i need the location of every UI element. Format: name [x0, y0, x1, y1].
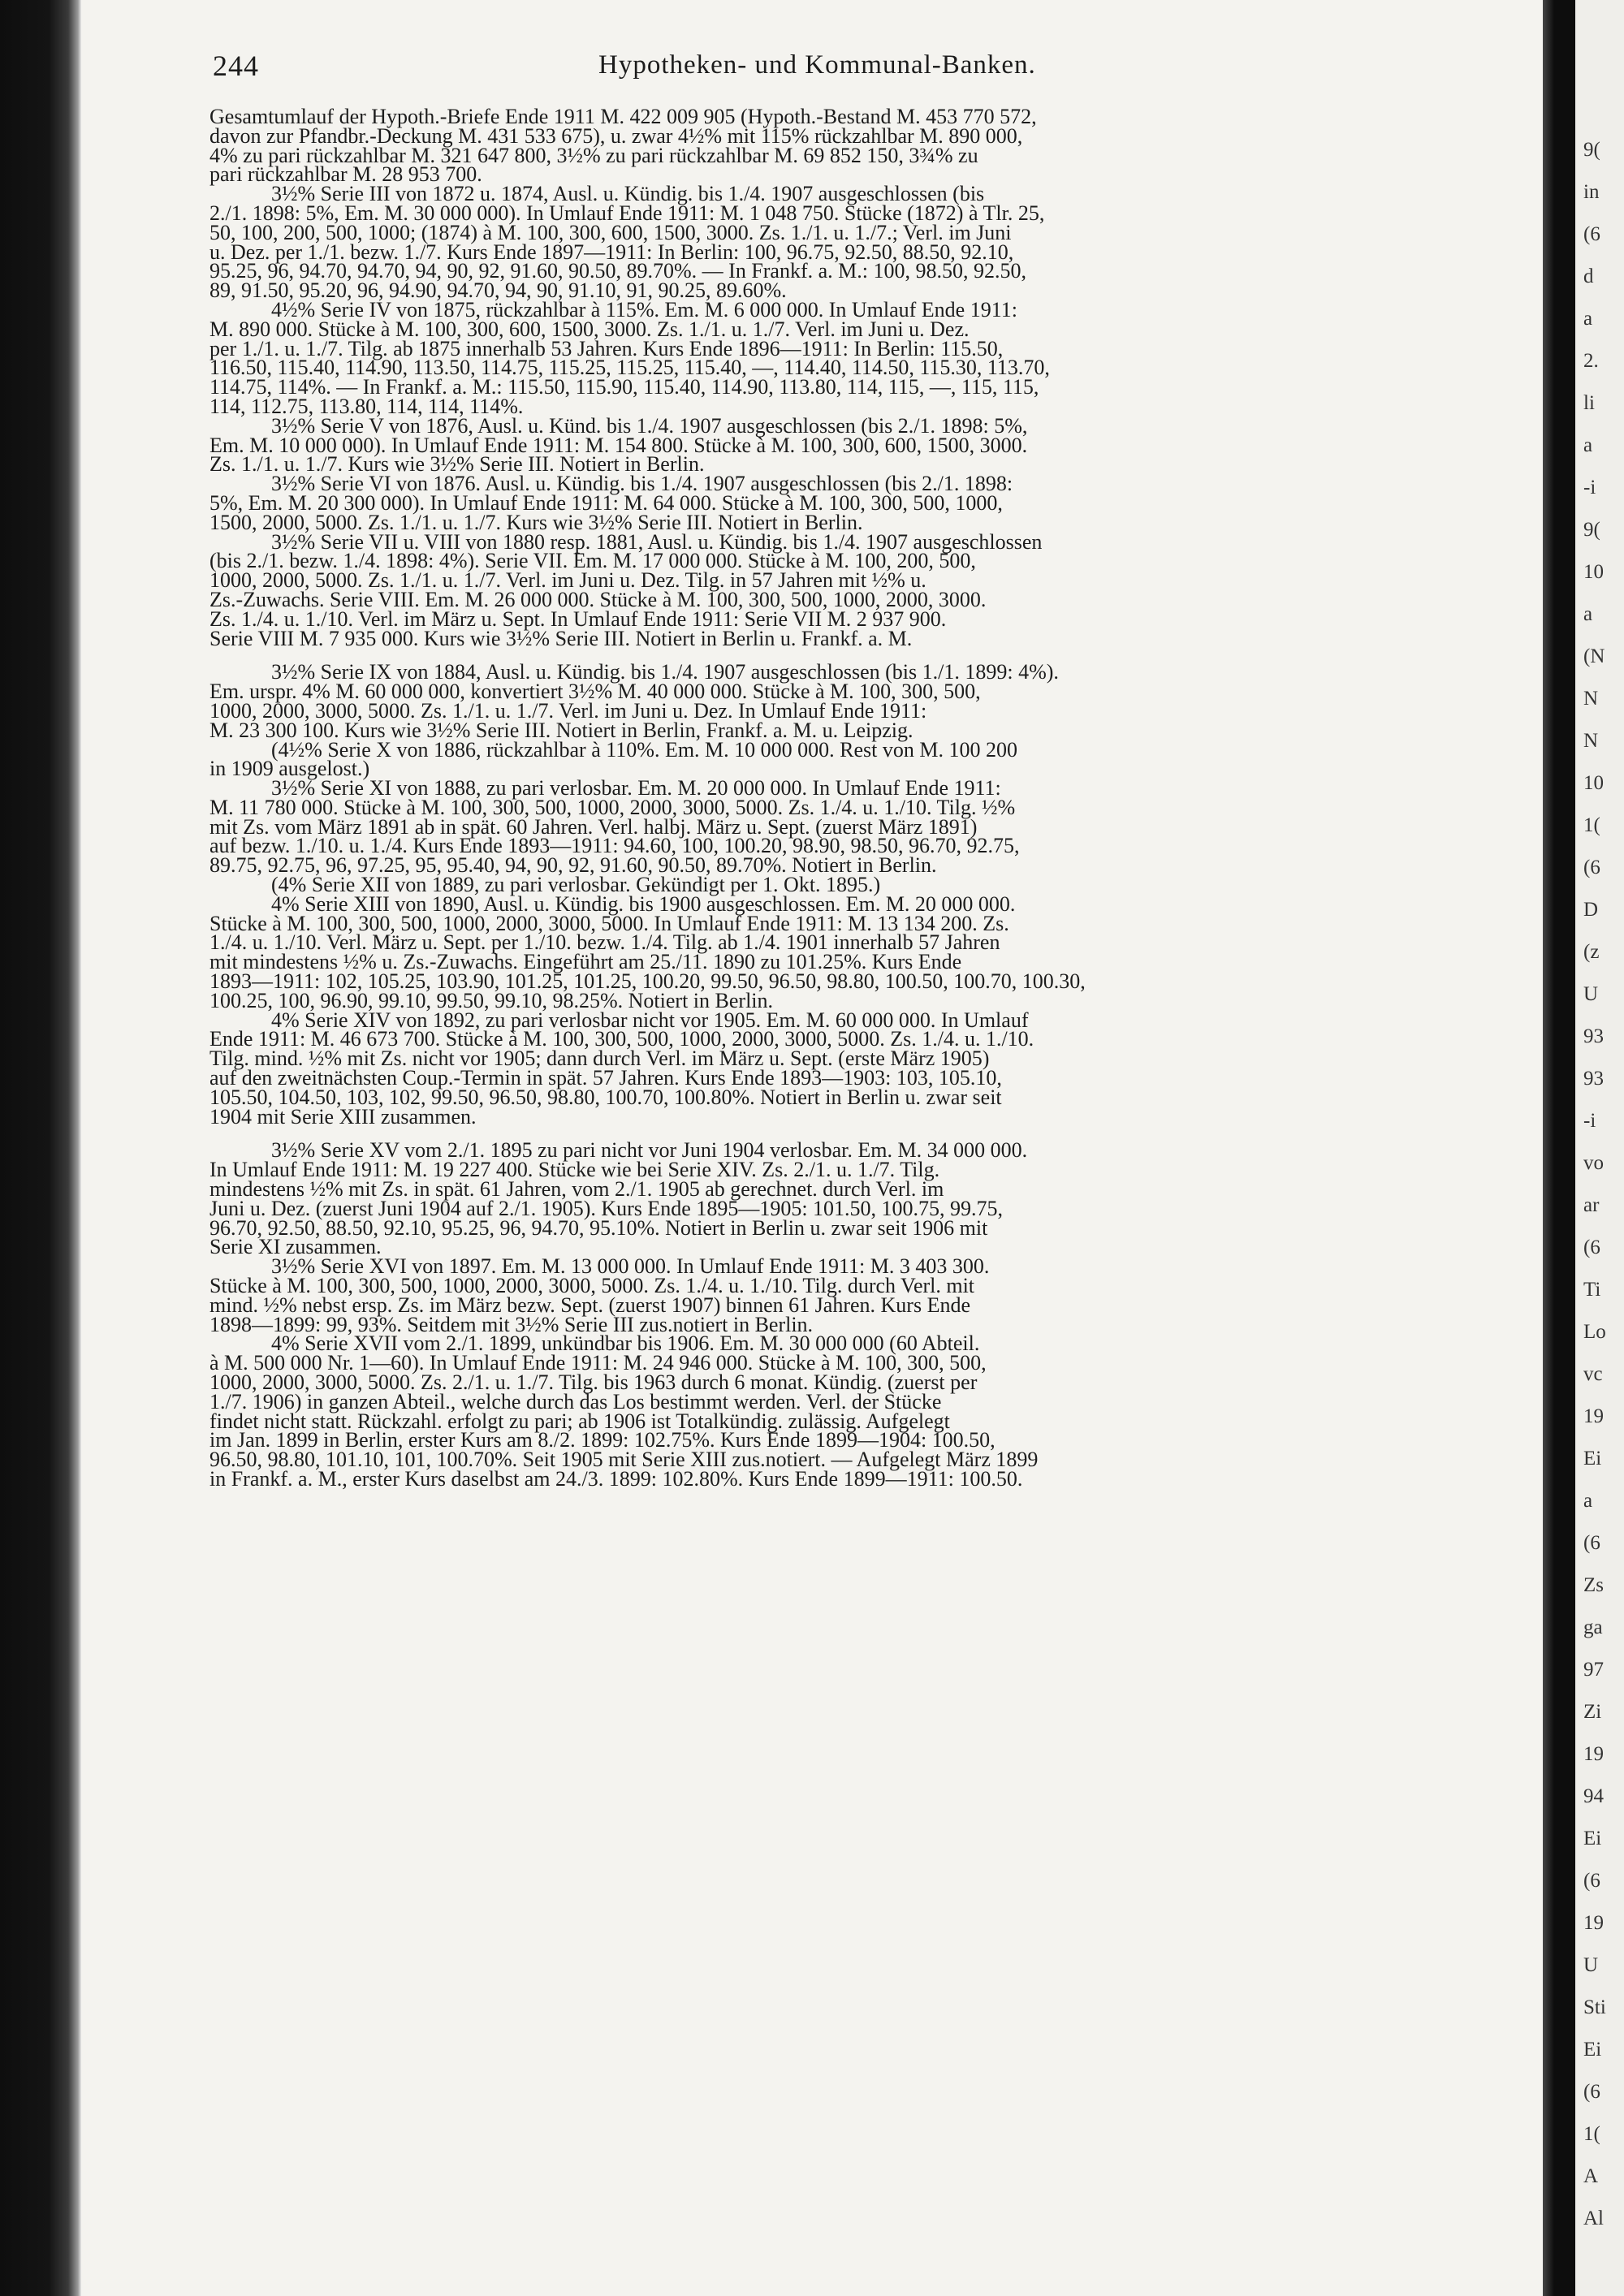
edge-fragment: 10 [1583, 772, 1604, 794]
edge-fragment: 2. [1583, 350, 1599, 372]
paragraph [209, 891, 1509, 1012]
edge-fragment: -i [1583, 1110, 1596, 1132]
edge-fragment: 19 [1583, 1743, 1604, 1765]
text-line: in 1909 ausgelost.) [209, 757, 370, 781]
text-line: 1000, 2000, 3000, 5000. Zs. 2./1. u. 1./7. Tilg. bis 1963 durch 6 monat. Kündig. (zuerst per [209, 1370, 978, 1394]
text-line: 3½% Serie XI von 1888, zu pari verlosbar. Em. M. 20 000 000. In Umlauf Ende 1911: [271, 776, 1001, 801]
edge-fragment: (6 [1583, 1532, 1600, 1554]
text-line: per 1./1. u. 1./7. Tilg. ab 1875 innerhalb 53 Jahren. Kurs Ende 1896—1911: In Berlin: 115.50, [209, 336, 1004, 360]
edge-fragment: li [1583, 392, 1595, 414]
edge-fragment: (6 [1583, 857, 1600, 878]
text-line: 89, 91.50, 95.20, 96, 94.90, 94.70, 94, 90, 91.10, 91, 90.25, 89.60%. [209, 278, 787, 303]
text-line: M. 23 300 100. Kurs wie 3½% Serie III. Notiert in Berlin, Frankf. a. M. u. Leipzig. [209, 718, 914, 742]
edge-fragment: U [1583, 1954, 1599, 1976]
paragraph [209, 1138, 1509, 1259]
text-line: 116.50, 115.40, 114.90, 113.50, 114.75, 115.25, 115.25, 115.40, —, 114.40, 114.50, 115.30, 113.70, [209, 356, 1050, 380]
edge-fragment: D [1583, 899, 1599, 921]
text-line: 4½% Serie IV von 1875, rückzahlbar à 115%. Em. M. 6 000 000. In Umlauf Ende 1911: [271, 297, 1017, 322]
paragraph [209, 413, 1509, 477]
edge-fragment: Ei [1583, 1448, 1602, 1470]
text-line: davon zur Pfandbr.-Deckung M. 431 533 675), u. zwar 4½% mit 115% rückzahlbar M. 890 000, [209, 123, 1023, 148]
edge-fragment: 94 [1583, 1785, 1604, 1807]
text-line: mind. ½% nebst ersp. Zs. im März bezw. Sept. (zuerst 1907) binnen 61 Jahren. Kurs Ende [209, 1293, 970, 1317]
edge-fragment: vc [1583, 1363, 1603, 1385]
paragraph [209, 182, 1509, 303]
text-line: 1000, 2000, 5000. Zs. 1./1. u. 1./7. Verl. im Juni u. Dez. Tilg. in 57 Jahren mit ½% u. [209, 568, 926, 593]
text-line: 100.25, 100, 96.90, 99.10, 99.50, 99.10, 98.25%. Notiert in Berlin. [209, 988, 774, 1012]
text-line: Zs.-Zuwachs. Serie VIII. Em. M. 26 000 000. Stücke à M. 100, 300, 500, 1000, 2000, 3000. [209, 587, 987, 611]
text-line: 1000, 2000, 3000, 5000. Zs. 1./1. u. 1./7. Verl. im Juni u. Dez. In Umlauf Ende 1911: [209, 698, 927, 723]
edge-fragment: 1( [1583, 814, 1600, 836]
text-line: 96.50, 98.80, 101.10, 101, 100.70%. Seit 1905 mit Serie XIII zus.notiert. — Aufgelegt März 1899 [209, 1448, 1039, 1472]
edge-fragment: Ti [1583, 1279, 1601, 1301]
text-line: Ende 1911: M. 46 673 700. Stücke à M. 100, 300, 500, 1000, 2000, 3000, 5000. Zs. 1./4. u. 1./10. [209, 1027, 1034, 1051]
text-line: (4% Serie XII von 1889, zu pari verlosbar. Gekündigt per 1. Okt. 1895.) [271, 873, 881, 897]
edge-fragment: Ei [1583, 1828, 1602, 1849]
paragraph [209, 776, 1509, 878]
text-line: 1904 mit Serie XIII zusammen. [209, 1104, 477, 1129]
text-line: 3½% Serie V von 1876, Ausl. u. Künd. bis 1./4. 1907 ausgeschlossen (bis 2./1. 1898: 5%, [271, 413, 1028, 438]
text-line: 4% Serie XIV von 1892, zu pari verlosbar nicht vor 1905. Em. M. 60 000 000. In Umlauf [271, 1008, 1029, 1032]
text-line: 50, 100, 200, 500, 1000; (1874) à M. 100, 300, 600, 1500, 3000. Zs. 1./1. u. 1./7.; Verl. im Juni [209, 220, 1012, 244]
text-line: mit mindestens ½% u. Zs.-Zuwachs. Eingeführt am 25./11. 1890 zu 101.25%. Kurs Ende [209, 950, 962, 974]
paragraph [209, 1008, 1509, 1129]
edge-fragment: a [1583, 434, 1593, 456]
running-title: Hypotheken- und Kommunal-Banken. [598, 50, 1036, 80]
scan-gutter-shadow [1543, 0, 1575, 2296]
paragraph [209, 1254, 1509, 1336]
paragraph [209, 662, 1509, 740]
text-line: in Frankf. a. M., erster Kurs daselbst am 24./3. 1899: 102.80%. Kurs Ende 1899—1911: 100.50. [209, 1466, 1023, 1491]
page-number: 244 [213, 50, 259, 82]
text-line: 4% Serie XVII vom 2./1. 1899, unkündbar bis 1906. Em. M. 30 000 000 (60 Abteil. [271, 1331, 980, 1356]
text-line: In Umlauf Ende 1911: M. 19 227 400. Stücke wie bei Serie XIV. Zs. 2./1. u. 1./7. Tilg. [209, 1158, 940, 1182]
text-line: 2./1. 1898: 5%, Em. M. 30 000 000). In Umlauf Ende 1911: M. 1 048 750. Stücke (1872) à Tlr. 25, [209, 201, 1045, 225]
text-line: Juni u. Dez. (zuerst Juni 1904 auf 2./1. 1905). Kurs Ende 1895—1905: 101.50, 100.75, 99.75, [209, 1196, 1004, 1220]
text-line: Tilg. mind. ½% mit Zs. nicht vor 1905; dann durch Verl. im März u. Sept. (erste März 1905) [209, 1047, 990, 1071]
text-line: à M. 500 000 Nr. 1—60). In Umlauf Ende 1911: M. 24 946 000. Stücke à M. 100, 300, 500, [209, 1351, 987, 1375]
text-line: Zs. 1./4. u. 1./10. Verl. im März u. Sept. In Umlauf Ende 1911: Serie VII M. 2 937 900. [209, 606, 947, 631]
edge-fragment: a [1583, 308, 1593, 330]
edge-fragment: Sti [1583, 1996, 1606, 2018]
text-line: 4% zu pari rückzahlbar M. 321 647 800, 3½% zu pari rückzahlbar M. 69 852 150, 3¾% zu [209, 143, 978, 167]
edge-fragment: 97 [1583, 1659, 1604, 1681]
edge-fragment: 9( [1583, 139, 1600, 161]
edge-fragment: N [1583, 730, 1599, 752]
text-line: 3½% Serie III von 1872 u. 1874, Ausl. u. Kündig. bis 1./4. 1907 ausgeschlossen (bis [271, 182, 985, 206]
edge-fragment: ar [1583, 1194, 1600, 1216]
text-line: 3½% Serie XV vom 2./1. 1895 zu pari nicht vor Juni 1904 verlosbar. Em. M. 34 000 000. [271, 1138, 1028, 1163]
text-line: M. 890 000. Stücke à M. 100, 300, 600, 1500, 3000. Zs. 1./1. u. 1./7. Verl. im Juni u. Dez. [209, 317, 970, 341]
edge-fragment: (6 [1583, 223, 1600, 245]
running-head [213, 49, 1512, 89]
edge-fragment: d [1583, 265, 1594, 287]
edge-fragment: A [1583, 2165, 1599, 2187]
text-line: findet nicht statt. Rückzahl. erfolgt zu pari; ab 1906 ist Totalkündig. zulässig. Aufgelegt [209, 1409, 950, 1433]
text-line: mit Zs. vom März 1891 ab in spät. 60 Jahren. Verl. halbj. März u. Sept. (zuerst März 1891) [209, 814, 978, 839]
edge-fragment: U [1583, 983, 1599, 1005]
text-line: auf bezw. 1./10. u. 1./4. Kurs Ende 1893—1911: 94.60, 100, 100.20, 98.90, 98.50, 96.70, 92.75, [209, 834, 1020, 858]
text-line: Serie XI zusammen. [209, 1235, 382, 1259]
text-line: 5%, Em. M. 20 300 000). In Umlauf Ende 1911: M. 64 000. Stücke à M. 100, 300, 500, 1000, [209, 490, 1003, 515]
text-line: im Jan. 1899 in Berlin, erster Kurs am 8./2. 1899: 102.75%. Kurs Ende 1899—1904: 100.50, [209, 1428, 996, 1452]
text-line: 3½% Serie XVI von 1897. Em. M. 13 000 000. In Umlauf Ende 1911: M. 3 403 300. [271, 1254, 990, 1279]
edge-fragment: 1( [1583, 2123, 1600, 2145]
text-line: 1./7. 1906) in ganzen Abteil., welche durch das Los bestimmt werden. Verl. der Stücke [209, 1389, 942, 1413]
text-line: 95.25, 96, 94.70, 94.70, 94, 90, 92, 91.60, 90.50, 89.70%. — In Frankf. a. M.: 100, 98.50, 92.50, [209, 259, 1027, 283]
edge-fragment: (6 [1583, 1870, 1600, 1892]
text-line: pari rückzahlbar M. 28 953 700. [209, 162, 482, 187]
edge-fragment: ga [1583, 1616, 1603, 1638]
edge-fragment: Zs [1583, 1574, 1604, 1596]
edge-fragment: (z [1583, 941, 1600, 963]
text-line: Stücke à M. 100, 300, 500, 1000, 2000, 3000, 5000. Zs. 1./4. u. 1./10. Tilg. durch Verl. mit [209, 1274, 975, 1298]
text-line: 3½% Serie IX von 1884, Ausl. u. Kündig. bis 1./4. 1907 ausgeschlossen (bis 1./1. 1899: 4%). [271, 660, 1059, 684]
paragraph [209, 737, 1509, 781]
edge-fragment: 9( [1583, 519, 1600, 541]
edge-fragment: in [1583, 181, 1600, 203]
text-line: 3½% Serie VII u. VIII von 1880 resp. 1881, Ausl. u. Kündig. bis 1./4. 1907 ausgeschlossen [271, 529, 1043, 554]
text-line: Em. urspr. 4% M. 60 000 000, konvertiert 3½% M. 40 000 000. Stücke à M. 100, 300, 500, [209, 680, 981, 704]
text-line: 105.50, 104.50, 103, 102, 99.50, 96.50, 98.80, 100.70, 100.80%. Notiert in Berlin u. zwar seit [209, 1085, 1002, 1109]
edge-fragment: Zi [1583, 1701, 1602, 1723]
paragraph [209, 529, 1509, 650]
text-line: (4½% Serie X von 1886, rückzahlbar à 110%. Em. M. 10 000 000. Rest von M. 100 200 [271, 737, 1018, 762]
edge-fragment: vo [1583, 1152, 1604, 1174]
text-line: Em. M. 10 000 000). In Umlauf Ende 1911: M. 154 800. Stücke à M. 100, 300, 600, 1500, 3000. [209, 433, 1028, 457]
edge-fragment: Lo [1583, 1321, 1606, 1343]
paragraph [209, 1331, 1509, 1491]
text-line: 89.75, 92.75, 96, 97.25, 95, 95.40, 94, 90, 92, 91.60, 90.50, 89.70%. Notiert in Berlin. [209, 853, 937, 878]
text-line: 4% Serie XIII von 1890, Ausl. u. Kündig. bis 1900 ausgeschlossen. Em. M. 20 000 000. [271, 891, 1016, 916]
edge-fragment: N [1583, 688, 1599, 710]
adjacent-page-edge [1575, 0, 1624, 2296]
edge-fragment: a [1583, 1490, 1593, 1512]
edge-fragment: -i [1583, 477, 1596, 498]
edge-fragment: (6 [1583, 1236, 1600, 1258]
text-line: 1898—1899: 99, 93%. Seitdem mit 3½% Serie III zus.notiert in Berlin. [209, 1312, 814, 1336]
text-line: Stücke à M. 100, 300, 500, 1000, 2000, 3000, 5000. In Umlauf Ende 1911: M. 13 134 200. Zs. [209, 911, 1009, 935]
edge-fragment: a [1583, 603, 1593, 625]
text-line: (bis 2./1. bezw. 1./4. 1898: 4%). Serie VII. Em. M. 17 000 000. Stücke à M. 100, 200, 500, [209, 549, 976, 573]
text-line: 3½% Serie VI von 1876. Ausl. u. Kündig. bis 1./4. 1907 ausgeschlossen (bis 2./1. 1898: [271, 472, 1013, 496]
paragraph [209, 474, 1509, 532]
text-line: M. 11 780 000. Stücke à M. 100, 300, 500, 1000, 2000, 3000, 5000. Zs. 1./4. u. 1./10. Tilg. ½% [209, 795, 1016, 819]
text-line: 1./4. u. 1./10. Verl. März u. Sept. per 1./10. bezw. 1./4. Tilg. ab 1./4. 1901 innerhalb 57 Jahren [209, 930, 1000, 955]
edge-fragment: Ei [1583, 2039, 1602, 2061]
edge-fragment: 10 [1583, 561, 1604, 583]
paragraph [209, 105, 1509, 187]
text-line: Zs. 1./1. u. 1./7. Kurs wie 3½% Serie III. Notiert in Berlin. [209, 452, 705, 477]
edge-fragment: 93 [1583, 1068, 1604, 1090]
edge-fragment: Al [1583, 2208, 1604, 2229]
text-line: Gesamtumlauf der Hypoth.-Briefe Ende 1911 M. 422 009 905 (Hypoth.-Bestand M. 453 770 572, [209, 105, 1037, 128]
edge-fragment: 19 [1583, 1405, 1604, 1427]
edge-fragment: (N [1583, 645, 1605, 667]
text-line: 96.70, 92.50, 88.50, 92.10, 95.25, 96, 94.70, 95.10%. Notiert in Berlin u. zwar seit 1906 mit [209, 1215, 988, 1240]
text-line: 1500, 2000, 5000. Zs. 1./1. u. 1./7. Kurs wie 3½% Serie III. Notiert in Berlin. [209, 510, 863, 534]
text-line: u. Dez. per 1./1. bezw. 1./7. Kurs Ende 1897—1911: In Berlin: 100, 96.75, 92.50, 88.50, 92.10, [209, 240, 1014, 264]
text-line: 114, 112.75, 113.80, 114, 114, 114%. [209, 394, 524, 418]
scan-binding-shadow [0, 0, 81, 2296]
body-text [209, 107, 1509, 1489]
edge-fragment: (6 [1583, 2081, 1600, 2103]
text-line: 1893—1911: 102, 105.25, 103.90, 101.25, 101.25, 100.20, 99.50, 96.50, 98.80, 100.50, 100.70, 100.30, [209, 969, 1086, 994]
text-line: auf den zweitnächsten Coup.-Termin in spät. 57 Jahren. Kurs Ende 1893—1903: 103, 105.10, [209, 1066, 1002, 1090]
paragraph [209, 297, 1509, 418]
text-line: mindestens ½% mit Zs. in spät. 61 Jahren, vom 2./1. 1905 ab gerechnet. durch Verl. im [209, 1177, 944, 1202]
edge-fragment: 93 [1583, 1025, 1604, 1047]
edge-fragment: 19 [1583, 1912, 1604, 1934]
text-line: 114.75, 114%. — In Frankf. a. M.: 115.50, 115.90, 115.40, 114.90, 113.80, 114, 115, —, 115, 115, [209, 375, 1039, 399]
text-line: Serie VIII M. 7 935 000. Kurs wie 3½% Serie III. Notiert in Berlin u. Frankf. a. M. [209, 626, 913, 650]
